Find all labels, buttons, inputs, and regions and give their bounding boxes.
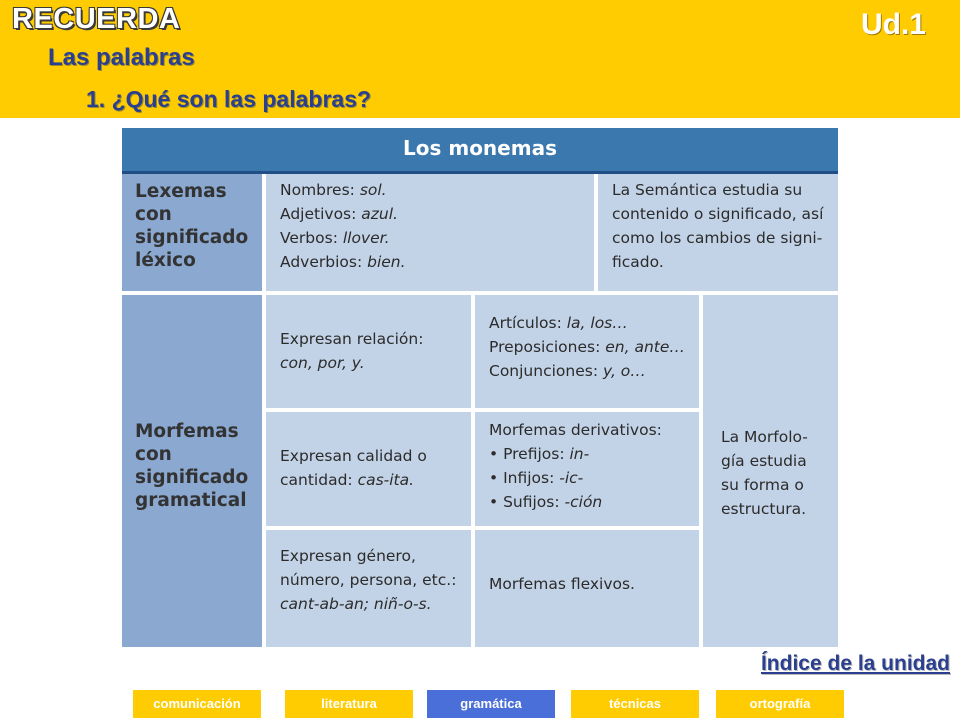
lexemas-label-line: con bbox=[135, 204, 172, 225]
lexemas-examples bbox=[266, 174, 594, 291]
tab-ortografia[interactable]: ortografía bbox=[716, 690, 844, 718]
monemas-table bbox=[122, 128, 838, 647]
example-line: Adverbios: bien. bbox=[280, 253, 406, 271]
tab-literatura[interactable]: literatura bbox=[285, 690, 413, 718]
calidad-line: cantidad: cas-ita. bbox=[280, 471, 415, 489]
lexemas-label-line: Lexemas bbox=[135, 181, 227, 202]
example-line: Preposiciones: en, ante… bbox=[489, 338, 685, 356]
example-line: Adjetivos: azul. bbox=[280, 205, 398, 223]
page-title: RECUERDA bbox=[12, 3, 181, 35]
tab-tecnicas[interactable]: técnicas bbox=[571, 690, 699, 718]
tab-gramatica[interactable]: gramática bbox=[427, 690, 555, 718]
lexemas-label bbox=[122, 174, 262, 291]
table-heading: Los monemas bbox=[122, 128, 838, 171]
derivativos-cell: Morfemas derivativos: • Prefijos: in- • Infijos: -ic- • Sufijos: -ción bbox=[475, 412, 699, 526]
list-item: • Infijos: -ic- bbox=[489, 466, 689, 490]
list-item: • Prefijos: in- bbox=[489, 442, 689, 466]
list-item: • Sufijos: -ción bbox=[489, 490, 689, 514]
morfemas-label: Morfemas con significado gramatical bbox=[122, 295, 262, 647]
header-band bbox=[0, 0, 960, 118]
semantica-note: La Semántica estudia su contenido o significado, así como los cambios de signi- ficado. bbox=[598, 174, 838, 291]
unit-index-link[interactable]: Índice de la unidad bbox=[760, 652, 950, 675]
calidad-cell: Expresan calidad o cantidad: cas-ita. bbox=[266, 412, 471, 526]
example-line: Verbos: llover. bbox=[280, 229, 390, 247]
relacion-cell: Expresan relación: con, por, y. bbox=[266, 295, 471, 408]
bottom-nav bbox=[0, 690, 960, 720]
morfologia-note: La Morfolo- gía estudia su forma o estructura. bbox=[703, 295, 838, 647]
tab-comunicacion[interactable]: comunicación bbox=[133, 690, 261, 718]
lexemas-label-line: significado bbox=[135, 227, 249, 248]
section-heading: 1. ¿Qué son las palabras? bbox=[86, 86, 372, 112]
relacion-examples-cell bbox=[475, 295, 699, 408]
flexivos-cell: Morfemas flexivos. bbox=[475, 530, 699, 647]
example-line: Nombres: sol. bbox=[280, 181, 387, 199]
example-line: Artículos: la, los… bbox=[489, 314, 628, 332]
unit-label: Ud.1 bbox=[860, 8, 926, 41]
genero-cell: Expresan género, número, persona, etc.: cant-ab-an; niñ-o-s. bbox=[266, 530, 471, 647]
example-line: Conjunciones: y, o… bbox=[489, 362, 646, 380]
page-subtitle: Las palabras bbox=[48, 44, 195, 71]
lexemas-label-line: léxico bbox=[135, 250, 196, 271]
